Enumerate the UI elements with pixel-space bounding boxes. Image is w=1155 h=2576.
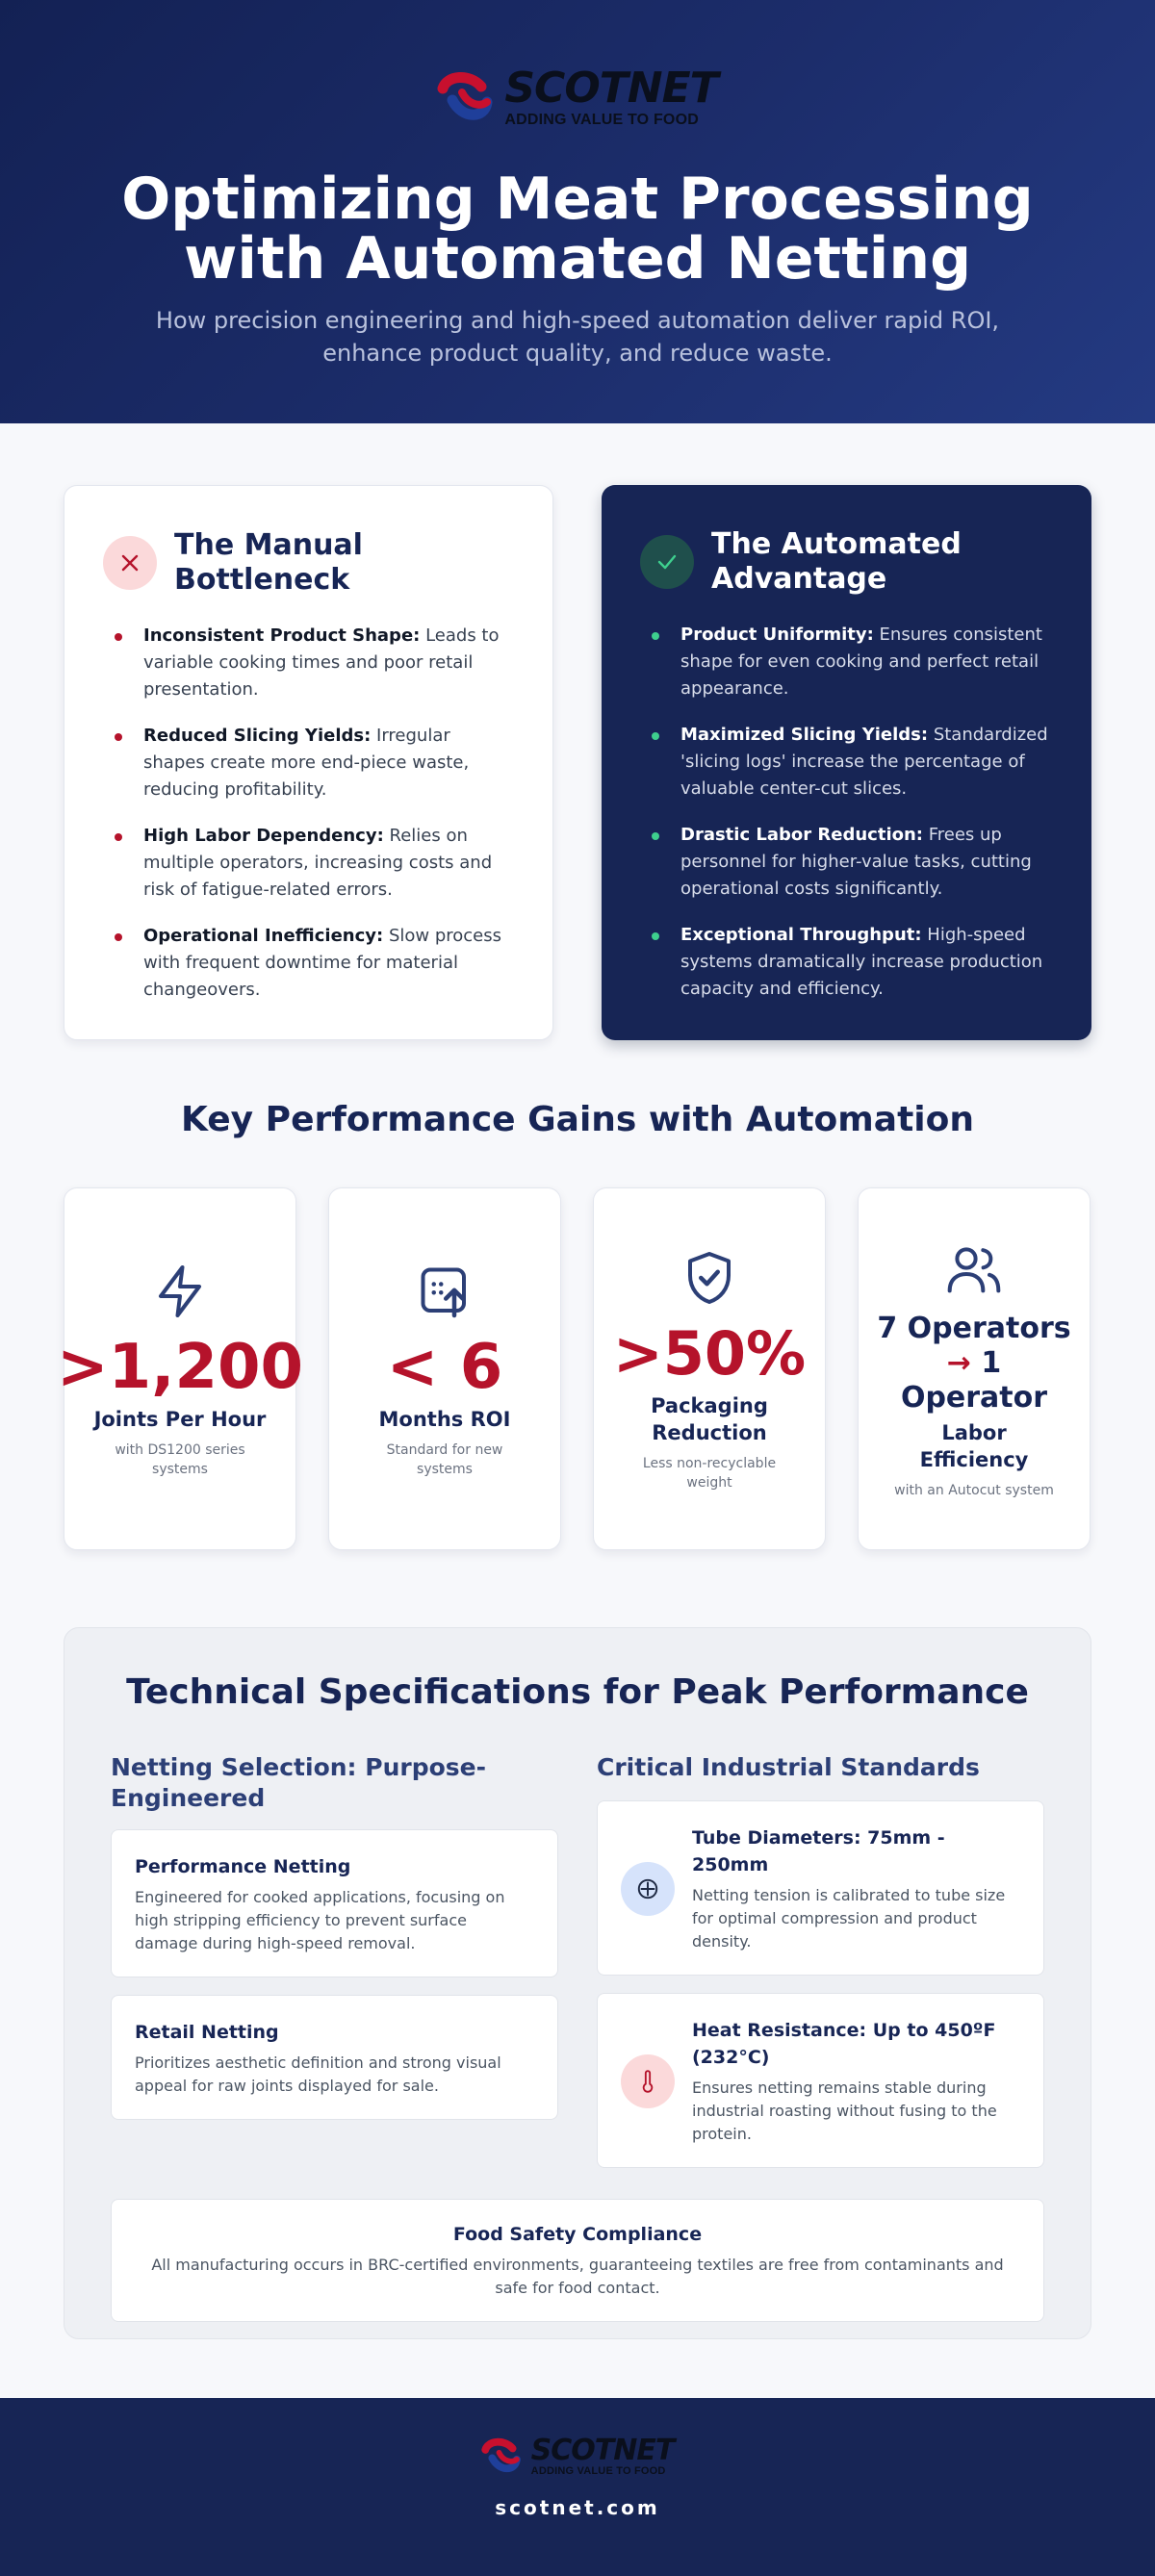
brand-tagline: ADDING VALUE TO FOOD [530, 2465, 666, 2477]
list-item: Operational Inefficiency: Slow process with frequent downtime for material changeovers. [143, 923, 514, 1004]
kpi-section [0, 1187, 1155, 1550]
automated-benefits-list [640, 622, 1053, 1003]
kpi-value: >1,200 [56, 1331, 304, 1403]
automated-card-title: The Automated Advantage [711, 527, 962, 596]
kpi-card-packaging [593, 1187, 826, 1550]
kpi-value: >50% [612, 1317, 807, 1389]
brand-tagline: ADDING VALUE TO FOOD [504, 112, 699, 128]
kpi-label: Labor Efficiency [919, 1420, 1029, 1471]
list-item: Inconsistent Product Shape: Leads to variable cooking times and poor retail presentation. [143, 623, 514, 703]
kpi-label: Months ROI [378, 1407, 511, 1431]
kpi-value: < 6 [386, 1331, 503, 1403]
brand-logo-mark-icon [481, 2437, 524, 2476]
header [0, 0, 1155, 423]
manual-card-title: The Manual Bottleneck [174, 528, 363, 597]
list-item: Product Uniformity: Ensures consistent shape for even cooking and perfect retail appearance. [680, 622, 1053, 702]
kpi-label: Joints Per Hour [93, 1407, 267, 1431]
roi-chart-icon [413, 1260, 476, 1323]
list-item: Exceptional Throughput: High-speed systems dramatically increase production capacity and efficiency. [680, 922, 1053, 1003]
specs-title: Technical Specifications for Peak Performance [126, 1672, 1029, 1712]
spec-card-text: Engineered for cooked applications, focusing on high stripping efficiency to prevent surface damage during high-speed removal. [135, 1888, 505, 1952]
kpi-value: 7 Operators → 1 Operator [877, 1311, 1071, 1415]
tube-diameter-card [597, 1800, 1044, 1976]
list-item: Drastic Labor Reduction: Frees up personnel for higher-value tasks, cutting operational costs significantly. [680, 822, 1053, 903]
kpi-subtext: with DS1200 series systems [115, 1441, 245, 1477]
kpi-card-labor [858, 1187, 1091, 1550]
manual-issues-list [103, 623, 514, 1004]
standards-column-title: Critical Industrial Standards [597, 1753, 980, 1781]
netting-column-title: Netting Selection: Purpose-Engineered [111, 1753, 486, 1812]
spec-card-text: Ensures netting remains stable during industrial roasting without fusing to the protein. [692, 2079, 997, 2143]
performance-netting-card [111, 1829, 558, 1977]
x-icon [103, 536, 157, 590]
kpi-subtext: with an Autocut system [894, 1482, 1054, 1498]
spec-card-title: Heat Resistance: Up to 450ºF (232°C) [692, 2020, 996, 2068]
kpi-card-roi [328, 1187, 561, 1550]
comparison-section [0, 423, 1155, 1040]
crosshair-icon [621, 1862, 675, 1916]
automated-advantage-card [602, 485, 1091, 1040]
page-title: Optimizing Meat Processing with Automated Netting [121, 166, 1034, 293]
footer [0, 2398, 1155, 2576]
brand-logo[interactable] [0, 0, 1155, 129]
thermometer-icon [621, 2054, 675, 2108]
heat-resistance-card [597, 1993, 1044, 2168]
spec-card-text: Prioritizes aesthetic definition and strong visual appeal for raw joints displayed for sale. [135, 2053, 501, 2095]
spec-card-title: Performance Netting [135, 1856, 351, 1877]
spec-card-text: Netting tension is calibrated to tube size for optimal compression and product density. [692, 1886, 1006, 1951]
brand-logo-mark-icon [437, 71, 497, 125]
safety-text: All manufacturing occurs in BRC-certified environments, guaranteeing textiles are free from contaminants and safe for food contact. [151, 2256, 1004, 2297]
technical-specs-section [64, 1627, 1091, 2339]
list-item: Maximized Slicing Yields: Standardized 'slicing logs' increase the percentage of valuable center-cut slices. [680, 722, 1053, 803]
users-icon [942, 1238, 1006, 1302]
brand-name: SCOTNET [530, 2434, 675, 2467]
manual-bottleneck-card [64, 485, 553, 1040]
kpi-subtext: Less non-recyclable weight [642, 1455, 777, 1491]
spec-card-title: Retail Netting [135, 2022, 279, 2043]
lightning-icon [148, 1260, 212, 1323]
list-item: High Labor Dependency: Relies on multiple operators, increasing costs and risk of fatigue-related errors. [143, 823, 514, 904]
industrial-standards-column [597, 1752, 1044, 2168]
netting-selection-column [111, 1752, 558, 2168]
kpi-card-throughput [56, 1187, 304, 1550]
kpi-subtext: Standard for new systems [386, 1441, 503, 1477]
arrow-right-icon: → [946, 1345, 971, 1380]
kpi-section-title: Key Performance Gains with Automation [181, 1100, 974, 1139]
retail-netting-card [111, 1995, 558, 2120]
brand-name: SCOTNET [504, 64, 718, 113]
shield-check-icon [678, 1246, 741, 1310]
safety-title: Food Safety Compliance [452, 2224, 703, 2245]
spec-card-title: Tube Diameters: 75mm - 250mm [692, 1827, 945, 1875]
footer-brand-logo[interactable] [0, 2398, 1155, 2477]
website-link[interactable]: scotnet.com [495, 2496, 660, 2519]
food-safety-card [111, 2199, 1044, 2322]
kpi-label: Packaging Reduction [651, 1393, 768, 1444]
page-subtitle: How precision engineering and high-speed automation deliver rapid ROI, enhance product quality, and reduce waste. [155, 307, 1000, 367]
check-icon [640, 535, 694, 589]
list-item: Reduced Slicing Yields: Irregular shapes create more end-piece waste, reducing profitability. [143, 723, 514, 803]
